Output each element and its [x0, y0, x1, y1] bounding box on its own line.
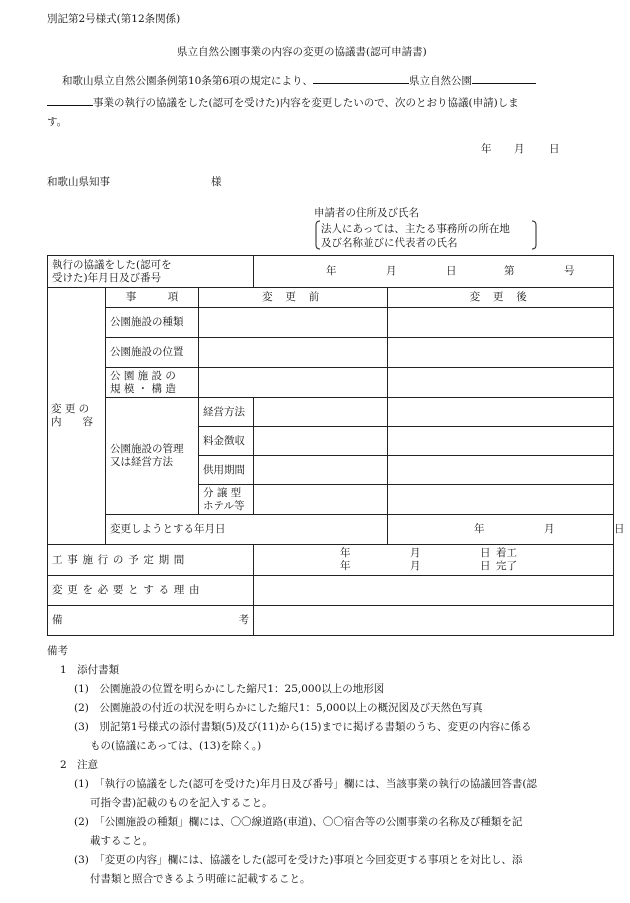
- prior-approval-label-1: 執行の協議をした(認可を: [52, 258, 172, 271]
- period-after[interactable]: [388, 456, 614, 485]
- cd-year: 年: [474, 523, 485, 535]
- sub-hotel-1: 分 譲 型: [203, 486, 242, 499]
- item-scale-1: 公 園 施 設 の: [110, 369, 176, 382]
- period-before[interactable]: [254, 456, 388, 485]
- body-line-1b: 県立自然公園: [409, 75, 473, 87]
- document-title: 県立自然公園事業の内容の変更の協議書(認可申請書): [177, 46, 427, 58]
- caution-title: 2 注意: [60, 759, 99, 771]
- blank-business-name[interactable]: [472, 73, 536, 84]
- reason-label: 変更を必要とする理由: [48, 576, 254, 606]
- attachment-3a: (3) 別記第1号様式の添付書類(5)及び(11)から(15)までに掲げる書類のうち、変更の内容に係る: [74, 721, 532, 733]
- sch-end-year: 年: [340, 560, 351, 572]
- remarks-label-b: 考: [238, 614, 250, 626]
- table-row: [48, 606, 614, 636]
- body-line-2: [47, 95, 519, 110]
- change-content-label-2: 内 容: [51, 416, 93, 428]
- attachments-title: 1 添付書類: [60, 664, 120, 676]
- body-line-1a: 和歌山県立自然公園条例第10条第6項の規定により、: [62, 75, 314, 87]
- pa-day: 日: [446, 265, 457, 277]
- location-before[interactable]: [199, 338, 388, 368]
- sch-start: 着工: [496, 547, 518, 559]
- type-before[interactable]: [199, 308, 388, 338]
- location-after[interactable]: [388, 338, 614, 368]
- hotel-before[interactable]: [254, 485, 388, 515]
- type-after[interactable]: [388, 308, 614, 338]
- reason-value[interactable]: [254, 576, 614, 606]
- sub-period: 供用期間: [199, 456, 254, 485]
- item-management-2: 又は経営方法: [110, 456, 173, 468]
- caution-1a: (1) 「執行の協議をした(認可を受けた)年月日及び番号」欄には、当該事業の執行の協議回答書(認: [74, 778, 537, 790]
- table-row: [48, 576, 614, 606]
- table-row: [48, 515, 614, 545]
- cd-month: 月: [544, 523, 555, 535]
- change-date-label: 変更しようとする年月日: [106, 515, 388, 545]
- item-location: 公園施設の位置: [106, 338, 199, 368]
- caution-3b: 付書類と照合できるよう明確に記載すること。: [90, 873, 311, 885]
- form-number: 別記第2号様式(第12条関係): [47, 13, 181, 25]
- scale-after[interactable]: [388, 368, 614, 398]
- cd-day: 日: [614, 523, 625, 535]
- prior-approval-label: [48, 256, 254, 288]
- addressee-name: 和歌山県知事: [47, 176, 110, 188]
- hotel-after[interactable]: [388, 485, 614, 515]
- body-line-1: [62, 73, 536, 88]
- blank-park-name[interactable]: [313, 73, 409, 84]
- pa-year: 年: [326, 265, 337, 277]
- addressee-honorific: 様: [211, 176, 222, 188]
- prior-approval-label-2: 受けた)年月日及び番号: [52, 271, 162, 284]
- notes-heading: 備考: [47, 645, 68, 657]
- sch-end-month: 月: [410, 560, 421, 572]
- change-form-table: [47, 255, 625, 636]
- method-after[interactable]: [388, 398, 614, 427]
- remarks-label-a: 備: [52, 614, 63, 626]
- item-type: 公園施設の種類: [106, 308, 199, 338]
- caution-2b: 載すること。: [90, 835, 153, 847]
- method-before[interactable]: [254, 398, 388, 427]
- sch-end: 完了: [496, 560, 518, 572]
- item-scale: [106, 368, 199, 398]
- table-row: [48, 545, 614, 576]
- item-management-1: 公園施設の管理: [110, 443, 184, 455]
- applicant-note-2: 及び名称並びに代表者の氏名: [321, 237, 458, 249]
- table-row: [48, 398, 614, 427]
- caution-3a: (3) 「変更の内容」欄には、協議をした(認可を受けた)事項と今回変更する事項とを対比し、添: [74, 854, 523, 866]
- applicant-note: [314, 220, 538, 250]
- scale-before[interactable]: [199, 368, 388, 398]
- sub-hotel-2: ホテル等: [203, 499, 245, 512]
- date-year: 年: [481, 143, 492, 155]
- body-line-3: す。: [47, 116, 68, 128]
- pa-month: 月: [386, 265, 397, 277]
- fee-before[interactable]: [254, 427, 388, 456]
- applicant-note-1: 法人にあっては、主たる事務所の所在地: [321, 223, 510, 235]
- sub-method: 経営方法: [199, 398, 254, 427]
- item-scale-2: 規 模 ・ 構 造: [110, 382, 176, 395]
- attachment-2: (2) 公園施設の付近の状況を明らかにした縮尺1：5,000以上の概況図及び天然色写真: [74, 702, 483, 714]
- sch-end-day: 日: [480, 560, 491, 572]
- caution-2a: (2) 「公園施設の種類」欄には、〇〇線道路(車道)、〇〇宿舎等の公園事業の名称及び種類を記: [74, 816, 523, 828]
- pa-go: 号: [564, 265, 575, 277]
- date-month: 月: [514, 143, 525, 155]
- attachment-3b: もの(協議にあっては、(13)を除く。): [90, 740, 262, 752]
- sch-start-day: 日: [480, 547, 491, 559]
- change-date-value[interactable]: [388, 515, 625, 545]
- change-content-label-1: 変 更 の: [51, 403, 90, 415]
- blank-business-name-cont[interactable]: [47, 95, 93, 106]
- table-row: [48, 256, 614, 288]
- schedule-value[interactable]: [254, 545, 614, 576]
- change-content-label: [48, 288, 106, 545]
- table-row: [48, 338, 614, 368]
- caution-1b: 可指令書)記載のものを記入すること。: [90, 797, 273, 809]
- table-row: [48, 288, 614, 308]
- fee-after[interactable]: [388, 427, 614, 456]
- sch-start-year: 年: [340, 547, 351, 559]
- schedule-label: 工事施行の予定期間: [48, 545, 254, 576]
- pa-no: 第: [504, 265, 515, 277]
- table-row: [48, 368, 614, 398]
- date-day: 日: [549, 143, 560, 155]
- table-row: [48, 308, 614, 338]
- header-after: 変 更 後: [388, 288, 614, 308]
- remarks-value[interactable]: [254, 606, 614, 636]
- header-item: 事 項: [106, 288, 199, 308]
- body-line-2-text: 事業の執行の協議をした(認可を受けた)内容を変更したいので、次のとおり協議(申請)しま: [93, 97, 519, 109]
- attachment-1: (1) 公園施設の位置を明らかにした縮尺1：25,000以上の地形図: [74, 683, 385, 695]
- sch-start-month: 月: [410, 547, 421, 559]
- sub-fee: 料金徴収: [199, 427, 254, 456]
- applicant-label: 申請者の住所及び氏名: [314, 207, 419, 219]
- item-management: [106, 398, 199, 515]
- sub-hotel: [199, 485, 254, 515]
- prior-approval-value[interactable]: [254, 256, 614, 288]
- header-before: 変 更 前: [199, 288, 388, 308]
- remarks-label: [48, 606, 254, 636]
